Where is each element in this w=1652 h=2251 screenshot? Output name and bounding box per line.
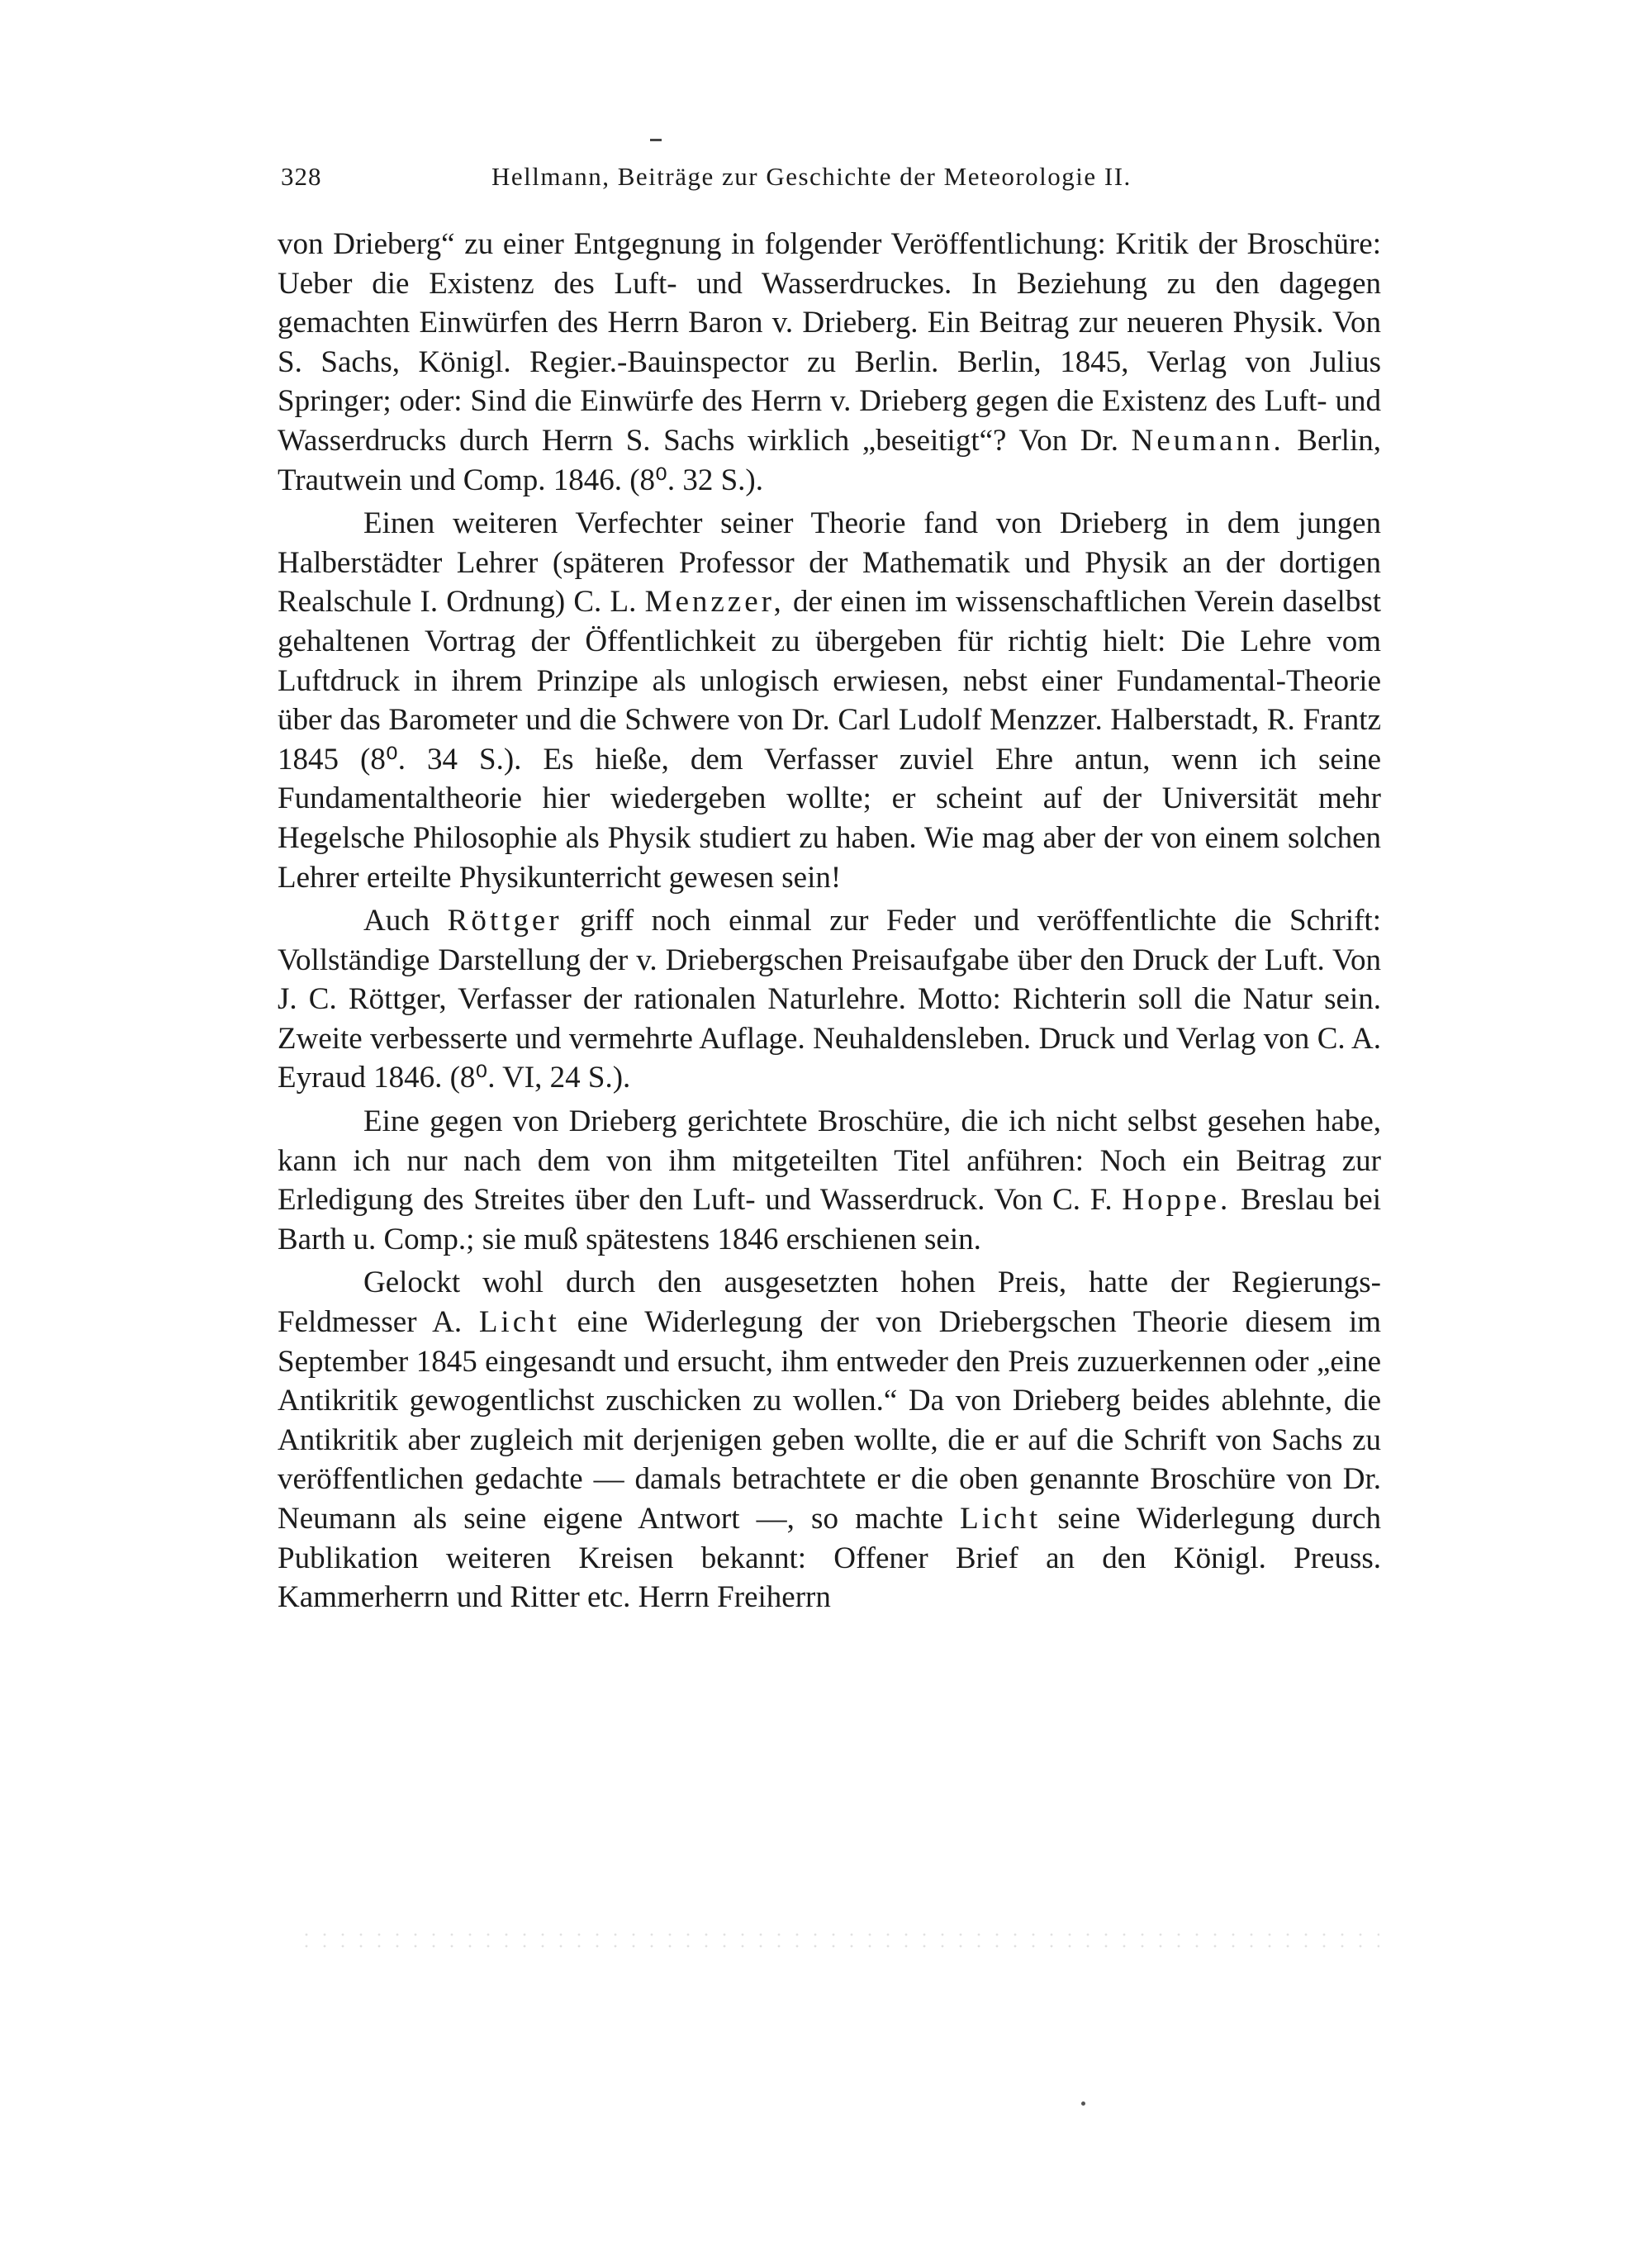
body-text — [278, 225, 1381, 1622]
text-segment: Auch — [363, 904, 448, 938]
paragraph — [278, 225, 1381, 500]
spaced-name: Licht — [478, 1305, 560, 1340]
text-segment: Breslau bei Barth u. Comp.; sie muß spätestens 1846 erschienen sein. — [278, 1183, 1381, 1256]
text-segment: griff noch einmal zur Feder und veröffentlichte die Schrift: Vollständige Darstellung der v. Driebergschen Preisaufgabe über den Druck der Luft. Von J. C. Röttger, Verfasser der rationalen Naturlehre. Motto: Richterin soll die Natur sein. Zweite verbesserte und vermehrte Auflage. Neuhaldensleben. Druck und Verlag von C. A. Eyraud 1846. (8⁰. VI, 24 S.). — [278, 904, 1381, 1095]
spaced-name: Menzzer, — [644, 585, 785, 620]
print-mark — [650, 139, 662, 141]
text-segment: Berlin, Trautwein und Comp. 1846. (8⁰. 32 S.). — [278, 423, 1381, 497]
text-segment: seine Widerlegung durch Publikation weiteren Kreisen bekannt: Offener Brief an den Königl. Preuss. Kammerherrn und Ritter etc. Herrn Freiherrn — [278, 1502, 1381, 1615]
text-segment: Gelockt wohl durch den ausgesetzten hohen Preis, hatte der Regierungs-Feldmesser A. — [278, 1266, 1381, 1340]
running-head: Hellmann, Beiträge zur Geschichte der Meteorologie II. — [491, 162, 1132, 191]
page-number: 328 — [281, 162, 322, 191]
print-speck — [1081, 2101, 1085, 2106]
spaced-name: Hoppe. — [1122, 1183, 1232, 1218]
text-segment: der einen im wissenschaftlichen Verein daselbst gehaltenen Vortrag der Öffentlichkeit zu übergeben für richtig hielt: Die Lehre vom Luftdruck in ihrem Prinzipe als unlogisch erwiesen, nebst einer Fundamental-Theorie über das Barometer und die Schwere von Dr. Carl Ludolf Menzzer. Halberstadt, R. Frantz 1845 (8⁰. 34 S.). Es hieße, dem Verfasser zuviel Ehre antun, wenn ich seine Fundamentaltheorie hier wiedergeben wollte; er scheint auf der Universität mehr Hegelsche Philosophie als Physik studiert zu haben. Wie mag aber der von einem solchen Lehrer erteilte Physikunterricht gewesen sein! — [278, 585, 1381, 895]
paragraph — [278, 901, 1381, 1098]
text-segment: Einen weiteren Verfechter seiner Theorie fand von Drieberg in dem jungen Halberstädter Lehrer (späteren Professor der Mathematik und Physik an der dortigen Realschule I. Ordnung) C. L. — [278, 506, 1381, 620]
text-segment: eine Widerlegung der von Driebergschen Theorie diesem im September 1845 eingesandt und ersucht, ihm entweder den Preis zuzuerkennen oder „eine Antikritik gewogentlichst zuschicken zu wollen.“ Da von Drieberg beides ablehnte, die Antikritik aber zugleich mit derjenigen geben wollte, die er auf die Schrift von Sachs zu veröffentlichen gedachte — damals betrachtete er die oben genannte Broschüre von Dr. Neumann als seine eigene Antwort —, so machte — [278, 1305, 1382, 1536]
show-through-marks — [297, 1929, 1379, 1954]
text-segment: Eine gegen von Drieberg gerichtete Broschüre, die ich nicht selbst gesehen habe, kann ich nur nach dem von ihm mitgeteilten Titel anführen: Noch ein Beitrag zur Erledigung des Streites über den Luft- und Wasserdruck. Von C. F. — [278, 1104, 1381, 1218]
paragraph — [278, 1263, 1381, 1617]
spaced-name: Röttger — [447, 904, 563, 938]
paragraph — [278, 1102, 1381, 1259]
page-header — [281, 162, 1379, 203]
spaced-name: Neumann. — [1131, 423, 1284, 458]
text-segment: von Drieberg“ zu einer Entgegnung in folgender Veröffentlichung: Kritik der Broschüre: Ueber die Existenz des Luft- und Wasserdruckes. In Beziehung zu den dagegen gemachten Einwürfen des Herrn Baron v. Drieberg. Ein Beitrag zur neueren Physik. Von S. Sachs, Königl. Regier.-Bauinspector zu Berlin. Berlin, 1845, Verlag von Julius Springer; oder: Sind die Einwürfe des Herrn v. Drieberg gegen die Existenz des Luft- und Wasserdrucks durch Herrn S. Sachs wirklich „beseitigt“? Von Dr. — [278, 227, 1381, 458]
spaced-name: Licht — [960, 1502, 1042, 1536]
paragraph — [278, 504, 1381, 897]
